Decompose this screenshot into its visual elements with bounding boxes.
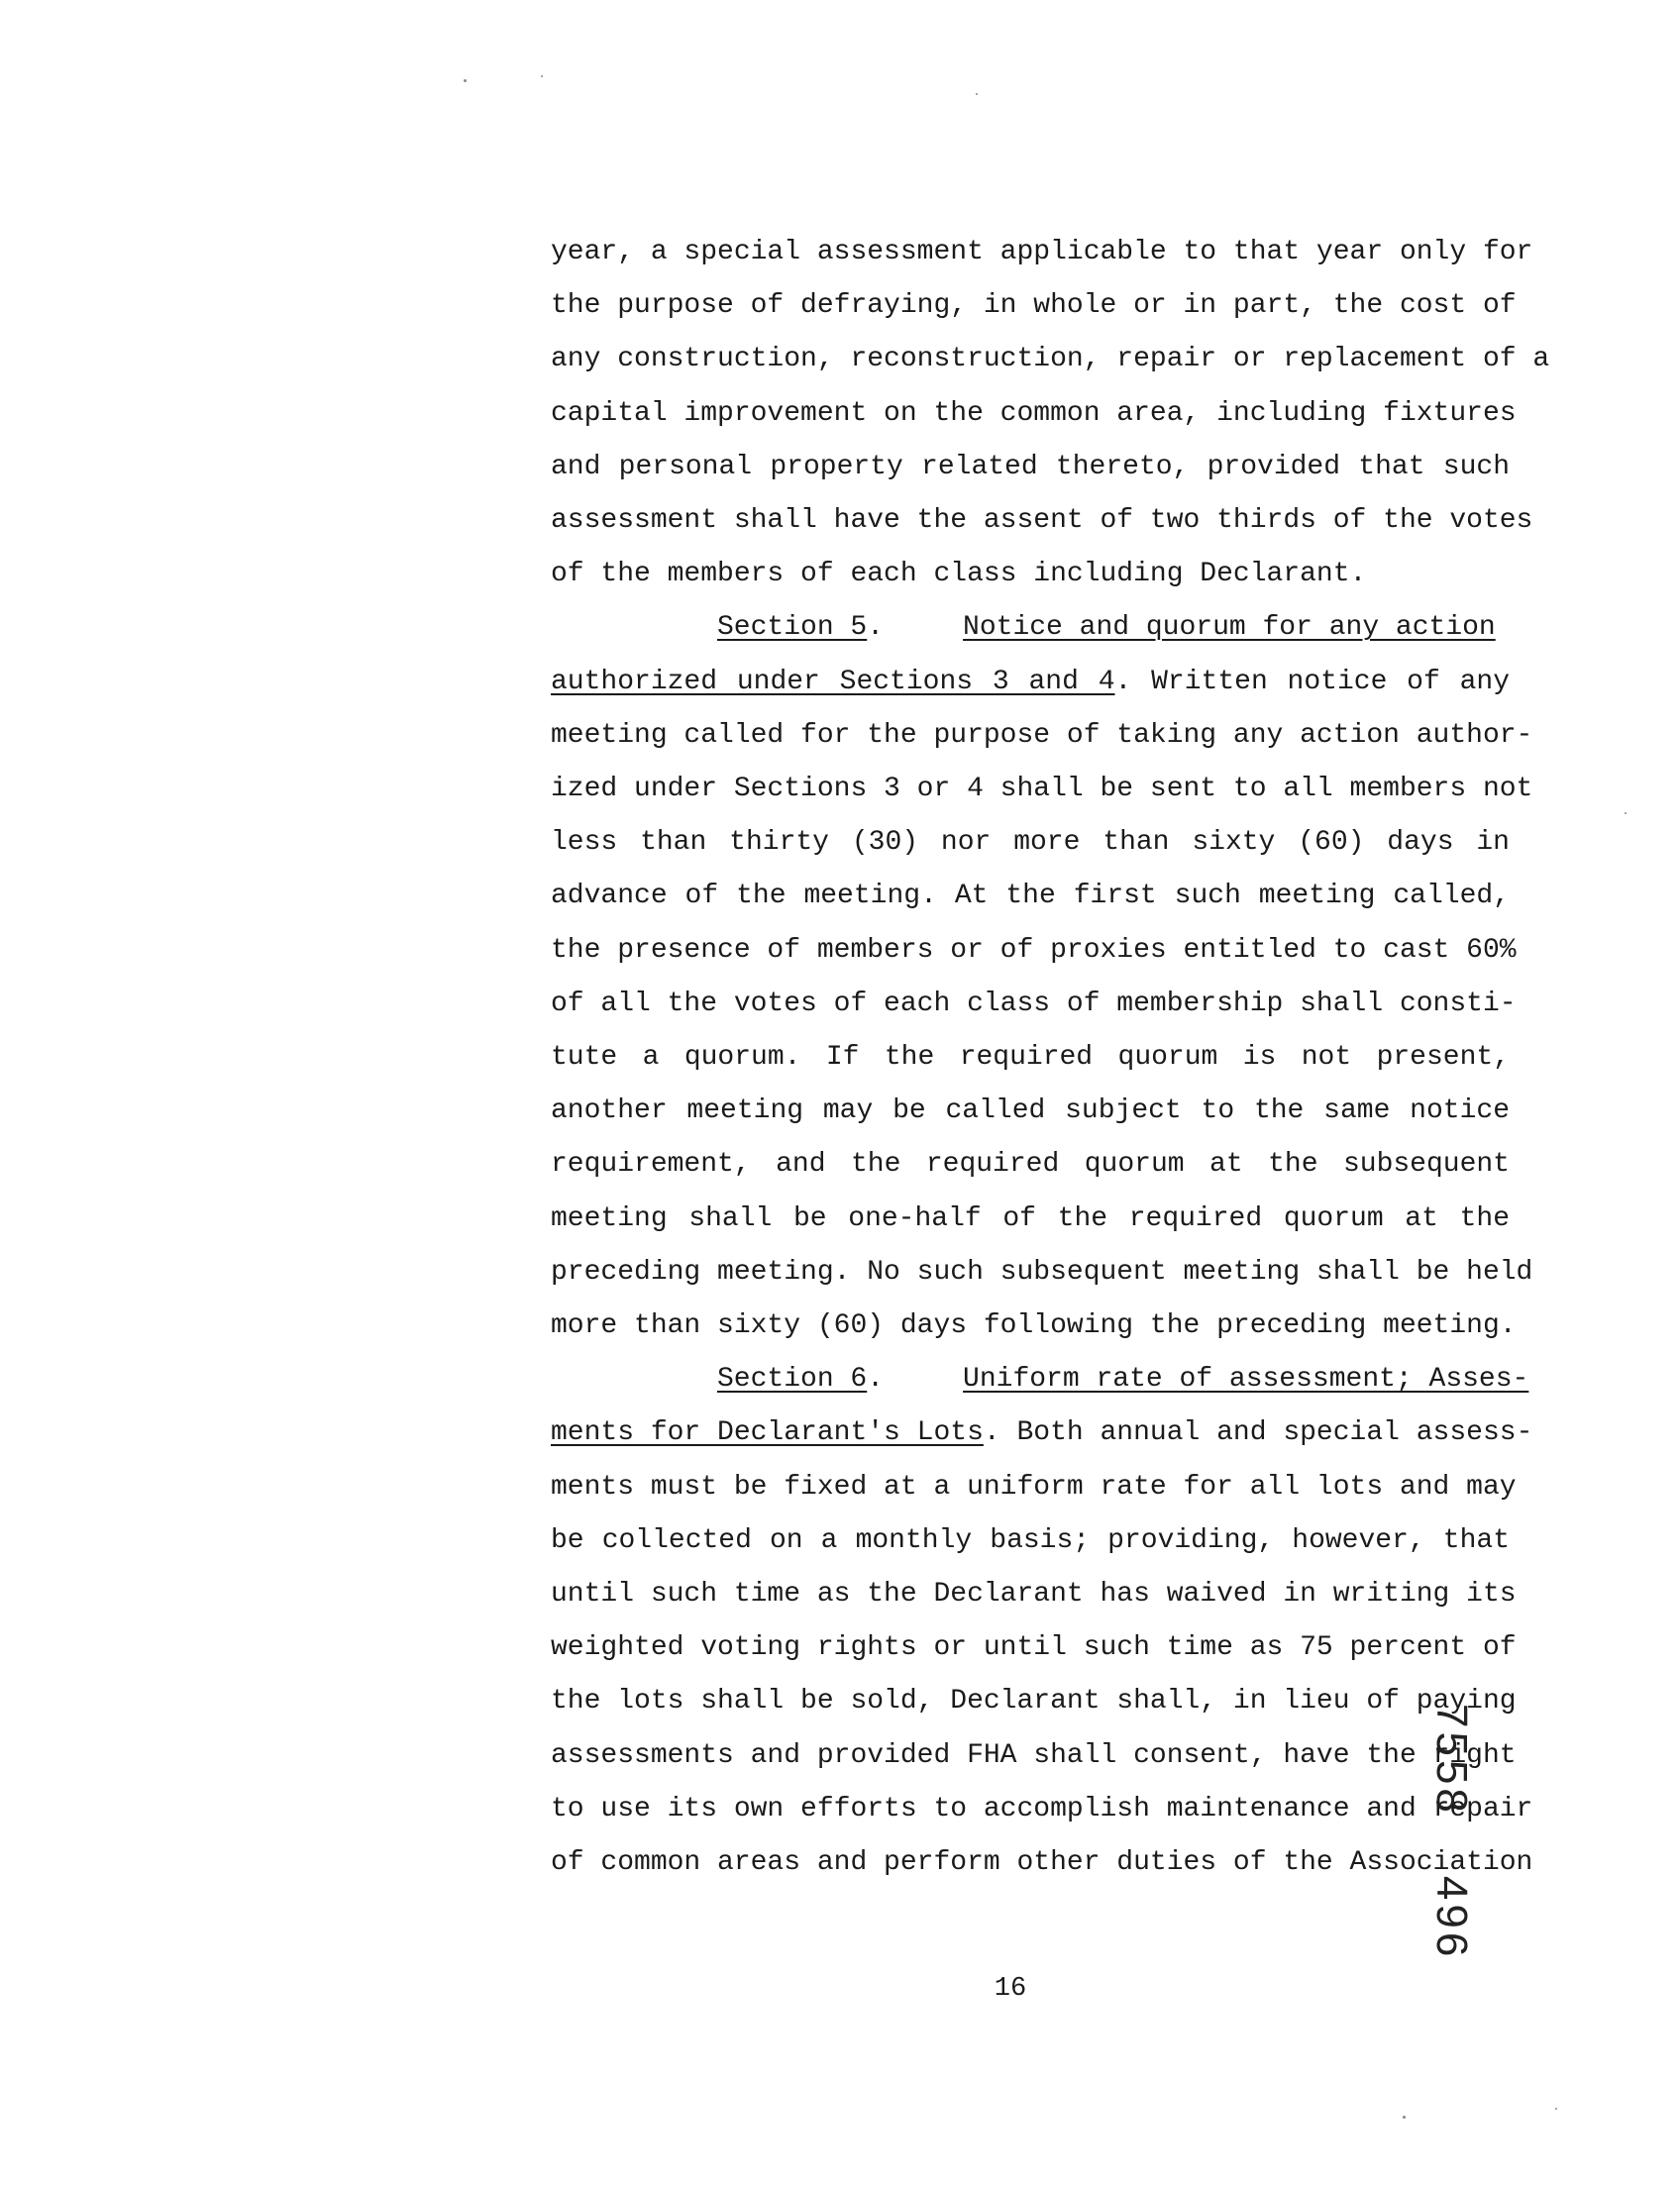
body-text-line: ments must be fixed at a uniform rate for all lots and may: [551, 1472, 1517, 1503]
body-text-line: another meeting may be called subject to the same notice: [551, 1095, 1510, 1126]
page-number: 16: [994, 1974, 1027, 2004]
body-text-line: to use its own efforts to accomplish maintenance and repair: [551, 1794, 1533, 1824]
section-title-continued: ments for Declarant's Lots: [551, 1417, 984, 1448]
section-number: Section 5: [717, 612, 868, 643]
body-text-line: meeting shall be one-half of the required quorum at the: [551, 1203, 1510, 1234]
body-text-line: less than thirty (30) nor more than sixty (60) days in: [551, 827, 1510, 858]
recording-stamp: [1417, 1704, 1476, 1961]
scan-speck: [1625, 812, 1627, 814]
body-text-line: meeting called for the purpose of taking any action author-: [551, 720, 1533, 751]
section-title: Notice and quorum for any action: [963, 612, 1496, 643]
body-text-line: assessments and provided FHA shall consent, have the right: [551, 1740, 1517, 1771]
body-text-line: assessment shall have the assent of two thirds of the votes: [551, 505, 1533, 536]
scan-speck: [464, 79, 467, 82]
body-text-line: be collected on a monthly basis; providing, however, that: [551, 1525, 1510, 1556]
body-text-line: more than sixty (60) days following the preceding meeting.: [551, 1310, 1517, 1341]
body-text-line: the purpose of defraying, in whole or in part, the cost of: [551, 290, 1517, 321]
section-title-continued-line: authorized under Sections 3 and 4. Written notice of any: [551, 667, 1510, 697]
body-text-line: any construction, reconstruction, repair or replacement of a: [551, 344, 1550, 374]
recording-book-number: 7558: [1427, 1704, 1476, 1817]
body-text-fragment: Written notice of any: [1151, 667, 1510, 697]
body-text-line: preceding meeting. No such subsequent meeting shall be held: [551, 1257, 1533, 1288]
body-text-line: ized under Sections 3 or 4 shall be sent to all members not: [551, 774, 1533, 804]
body-text-line: requirement, and the required quorum at the subsequent: [551, 1149, 1510, 1180]
body-text-line: of the members of each class including Declarant.: [551, 559, 1367, 589]
body-text-line: until such time as the Declarant has waived in writing its: [551, 1579, 1517, 1610]
section-title: Uniform rate of assessment; Asses-: [963, 1364, 1529, 1395]
body-text-line: advance of the meeting. At the first such meeting called,: [551, 881, 1510, 911]
section-title-continued: authorized under Sections 3 and 4: [551, 667, 1115, 697]
section-title-continued-line: ments for Declarant's Lots. Both annual and special assess-: [551, 1417, 1533, 1448]
body-text-line: weighted voting rights or until such time as 75 percent of: [551, 1632, 1517, 1663]
body-text-line: of all the votes of each class of membership shall consti-: [551, 989, 1517, 1019]
body-text-line: the lots shall be sold, Declarant shall, in lieu of paying: [551, 1686, 1517, 1717]
scan-speck: [541, 75, 543, 77]
body-text-line: year, a special assessment applicable to that year only for: [551, 237, 1533, 267]
body-text-line: of common areas and perform other duties of the Association: [551, 1847, 1533, 1878]
body-text-line: and personal property related thereto, provided that such: [551, 452, 1510, 482]
scan-speck: [976, 93, 978, 95]
body-text-line: tute a quorum. If the required quorum is not present,: [551, 1042, 1510, 1073]
scan-speck: [1555, 2108, 1557, 2110]
body-text-line: capital improvement on the common area, including fixtures: [551, 398, 1517, 429]
section-number: Section 6: [717, 1364, 868, 1395]
section-heading: Section 5. Notice and quorum for any action: [717, 612, 1496, 643]
section-heading: Section 6. Uniform rate of assessment; Asses-: [717, 1364, 1529, 1395]
body-text-fragment: Both annual and special assess-: [1016, 1417, 1533, 1448]
body-text-line: the presence of members or of proxies entitled to cast 60%: [551, 935, 1517, 966]
scan-speck: [1403, 2116, 1406, 2119]
recording-page-number: 496: [1427, 1875, 1476, 1961]
